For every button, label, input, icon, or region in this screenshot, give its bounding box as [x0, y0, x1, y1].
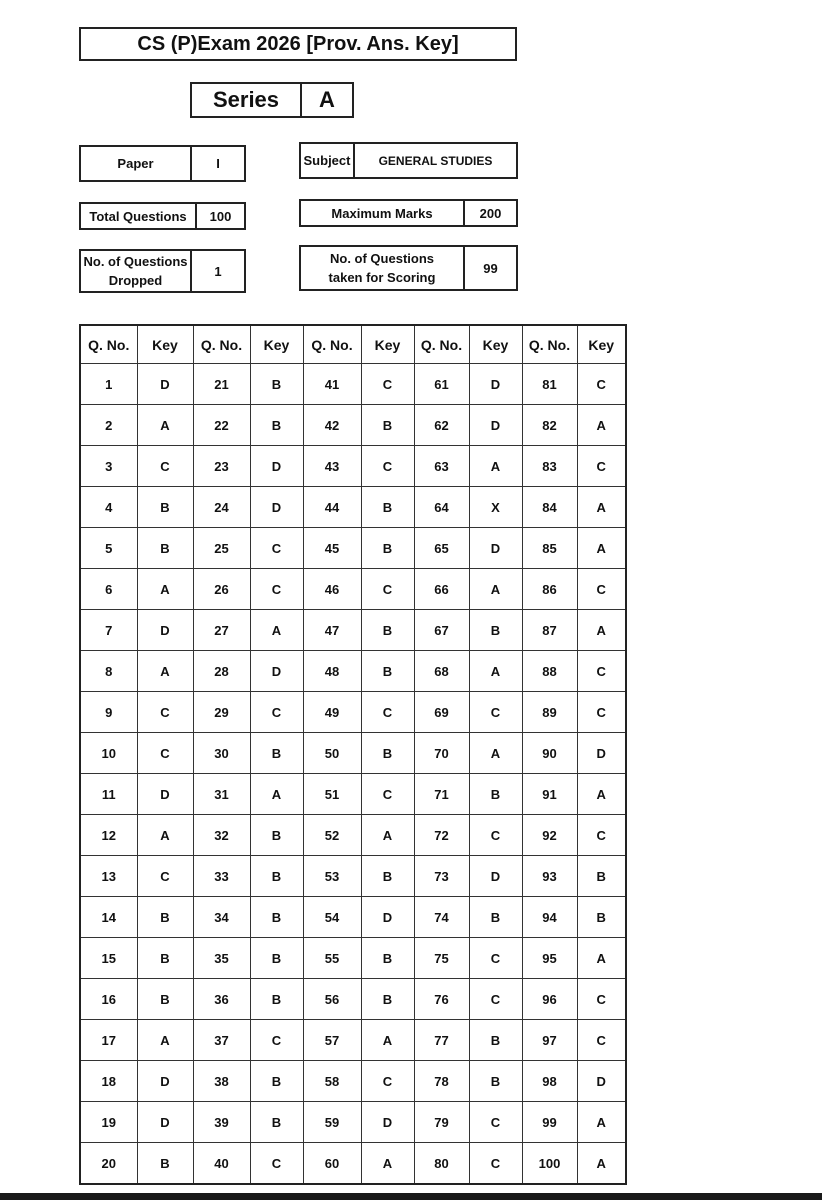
answer-key-cell: C — [137, 446, 193, 487]
question-number-cell: 14 — [80, 897, 137, 938]
question-number-cell: 83 — [522, 446, 577, 487]
answer-key-cell: B — [469, 610, 522, 651]
answer-key-cell: D — [137, 1102, 193, 1143]
question-number-cell: 73 — [414, 856, 469, 897]
table-row — [80, 651, 626, 692]
question-number-cell: 99 — [522, 1102, 577, 1143]
question-number-cell: 67 — [414, 610, 469, 651]
answer-key-cell: B — [137, 938, 193, 979]
question-number-cell: 76 — [414, 979, 469, 1020]
question-number-cell: 7 — [80, 610, 137, 651]
answer-key-cell: B — [361, 487, 414, 528]
answer-key-cell: D — [577, 1061, 626, 1102]
question-number-cell: 2 — [80, 405, 137, 446]
page-bottom-edge — [0, 1193, 822, 1200]
question-number-cell: 31 — [193, 774, 250, 815]
table-row — [80, 938, 626, 979]
answer-key-cell: A — [577, 610, 626, 651]
answer-key-cell: C — [137, 733, 193, 774]
question-number-cell: 68 — [414, 651, 469, 692]
question-number-cell: 80 — [414, 1143, 469, 1185]
question-number-cell: 72 — [414, 815, 469, 856]
series-value: A — [300, 84, 352, 116]
question-number-cell: 77 — [414, 1020, 469, 1061]
question-number-cell: 35 — [193, 938, 250, 979]
maximum-marks-value: 200 — [463, 201, 516, 225]
question-number-cell: 8 — [80, 651, 137, 692]
question-number-cell: 3 — [80, 446, 137, 487]
answer-key-cell: C — [250, 1143, 303, 1185]
questions-scored-label-line1: No. of Questions — [330, 251, 434, 266]
answer-key-cell: D — [137, 774, 193, 815]
answer-key-cell: B — [469, 1020, 522, 1061]
question-number-cell: 42 — [303, 405, 361, 446]
answer-key-cell: B — [577, 897, 626, 938]
answer-key-cell: C — [469, 1143, 522, 1185]
table-row — [80, 774, 626, 815]
questions-dropped-label-line1: No. of Questions — [83, 254, 188, 269]
answer-key-cell: A — [137, 1020, 193, 1061]
question-number-cell: 89 — [522, 692, 577, 733]
question-number-cell: 79 — [414, 1102, 469, 1143]
question-number-cell: 38 — [193, 1061, 250, 1102]
questions-scored-label — [301, 247, 463, 289]
answer-key-cell: B — [137, 897, 193, 938]
maximum-marks-label: Maximum Marks — [331, 205, 433, 221]
question-number-cell: 82 — [522, 405, 577, 446]
answer-key-cell: D — [250, 446, 303, 487]
question-number-cell: 92 — [522, 815, 577, 856]
question-number-cell: 32 — [193, 815, 250, 856]
answer-key-cell: D — [361, 1102, 414, 1143]
question-number-cell: 46 — [303, 569, 361, 610]
subject-value: GENERAL STUDIES — [353, 144, 516, 177]
question-number-cell: 43 — [303, 446, 361, 487]
question-number-cell: 27 — [193, 610, 250, 651]
answer-key-cell: D — [469, 856, 522, 897]
question-number-cell: 11 — [80, 774, 137, 815]
paper-box — [79, 145, 246, 182]
question-number-cell: 91 — [522, 774, 577, 815]
total-questions-value: 100 — [195, 204, 244, 228]
answer-key-cell: D — [469, 364, 522, 405]
table-row — [80, 610, 626, 651]
question-number-cell: 10 — [80, 733, 137, 774]
answer-key-cell: D — [577, 733, 626, 774]
question-number-cell: 84 — [522, 487, 577, 528]
answer-key-cell: A — [137, 405, 193, 446]
question-number-cell: 85 — [522, 528, 577, 569]
question-number-cell: 62 — [414, 405, 469, 446]
table-row — [80, 733, 626, 774]
question-number-cell: 69 — [414, 692, 469, 733]
page-title: CS (P)Exam 2026 [Prov. Ans. Key] — [79, 27, 517, 61]
answer-key-cell: C — [469, 1102, 522, 1143]
answer-key-cell: A — [361, 815, 414, 856]
answer-key-cell: B — [361, 733, 414, 774]
answer-key-cell: B — [250, 815, 303, 856]
question-number-cell: 93 — [522, 856, 577, 897]
answer-key-cell: C — [137, 856, 193, 897]
question-number-cell: 81 — [522, 364, 577, 405]
answer-key-cell: B — [250, 897, 303, 938]
answer-key-cell: D — [361, 897, 414, 938]
answer-key-cell: D — [137, 1061, 193, 1102]
question-number-cell: 98 — [522, 1061, 577, 1102]
question-number-cell: 4 — [80, 487, 137, 528]
answer-key-cell: C — [469, 979, 522, 1020]
header-qno: Q. No. — [303, 325, 361, 364]
answer-key-cell: C — [469, 692, 522, 733]
series-box — [190, 82, 354, 118]
answer-key-cell: B — [250, 405, 303, 446]
answer-key-cell: C — [469, 815, 522, 856]
header-qno: Q. No. — [193, 325, 250, 364]
answer-key-cell: A — [137, 651, 193, 692]
question-number-cell: 28 — [193, 651, 250, 692]
table-row — [80, 405, 626, 446]
answer-key-cell: B — [250, 733, 303, 774]
answer-key-cell: B — [250, 1102, 303, 1143]
question-number-cell: 94 — [522, 897, 577, 938]
question-number-cell: 40 — [193, 1143, 250, 1185]
question-number-cell: 48 — [303, 651, 361, 692]
answer-key-cell: D — [250, 651, 303, 692]
answer-key-cell: B — [361, 938, 414, 979]
answer-key-cell: B — [469, 774, 522, 815]
answer-key-cell: C — [577, 815, 626, 856]
answer-key-cell: A — [577, 774, 626, 815]
answer-key-cell: C — [250, 569, 303, 610]
answer-key-cell: C — [250, 528, 303, 569]
table-row — [80, 1020, 626, 1061]
question-number-cell: 22 — [193, 405, 250, 446]
question-number-cell: 50 — [303, 733, 361, 774]
question-number-cell: 95 — [522, 938, 577, 979]
answer-key-cell: A — [469, 446, 522, 487]
header-key: Key — [137, 325, 193, 364]
answer-key-cell: B — [361, 979, 414, 1020]
paper-value: I — [190, 147, 244, 180]
question-number-cell: 51 — [303, 774, 361, 815]
answer-key-cell: C — [577, 979, 626, 1020]
answer-key-cell: B — [250, 1061, 303, 1102]
question-number-cell: 58 — [303, 1061, 361, 1102]
question-number-cell: 20 — [80, 1143, 137, 1185]
answer-key-cell: C — [361, 774, 414, 815]
table-row — [80, 446, 626, 487]
question-number-cell: 71 — [414, 774, 469, 815]
question-number-cell: 21 — [193, 364, 250, 405]
answer-key-cell: A — [250, 774, 303, 815]
answer-key-cell: B — [469, 897, 522, 938]
question-number-cell: 60 — [303, 1143, 361, 1185]
answer-key-cell: C — [361, 569, 414, 610]
question-number-cell: 74 — [414, 897, 469, 938]
answer-key-cell: A — [577, 487, 626, 528]
table-row — [80, 528, 626, 569]
question-number-cell: 88 — [522, 651, 577, 692]
table-row — [80, 1143, 626, 1185]
answer-key-cell: C — [361, 364, 414, 405]
table-row — [80, 897, 626, 938]
question-number-cell: 37 — [193, 1020, 250, 1061]
question-number-cell: 96 — [522, 979, 577, 1020]
questions-dropped-box — [79, 249, 246, 293]
header-qno: Q. No. — [414, 325, 469, 364]
table-row — [80, 1102, 626, 1143]
question-number-cell: 41 — [303, 364, 361, 405]
answer-key-cell: B — [137, 487, 193, 528]
question-number-cell: 59 — [303, 1102, 361, 1143]
answer-key-cell: D — [250, 487, 303, 528]
answer-key-cell: D — [137, 610, 193, 651]
question-number-cell: 49 — [303, 692, 361, 733]
question-number-cell: 86 — [522, 569, 577, 610]
question-number-cell: 78 — [414, 1061, 469, 1102]
maximum-marks-box — [299, 199, 518, 227]
total-questions-label: Total Questions — [89, 208, 187, 224]
header-key: Key — [361, 325, 414, 364]
table-row — [80, 364, 626, 405]
table-row — [80, 692, 626, 733]
answer-key-cell: B — [137, 1143, 193, 1185]
question-number-cell: 33 — [193, 856, 250, 897]
answer-key-cell: B — [137, 528, 193, 569]
answer-key-body — [80, 364, 626, 1185]
table-row — [80, 815, 626, 856]
questions-scored-value: 99 — [463, 247, 516, 289]
total-questions-box — [79, 202, 246, 230]
question-number-cell: 15 — [80, 938, 137, 979]
answer-key-cell: B — [361, 651, 414, 692]
questions-dropped-label-line2: Dropped — [108, 273, 163, 288]
question-number-cell: 26 — [193, 569, 250, 610]
questions-dropped-label — [81, 251, 190, 291]
questions-scored-box — [299, 245, 518, 291]
question-number-cell: 24 — [193, 487, 250, 528]
answer-key-cell: A — [577, 528, 626, 569]
question-number-cell: 1 — [80, 364, 137, 405]
question-number-cell: 65 — [414, 528, 469, 569]
answer-key-cell: A — [361, 1143, 414, 1185]
answer-key-cell: C — [577, 446, 626, 487]
answer-key-cell: B — [361, 405, 414, 446]
answer-key-cell: C — [577, 651, 626, 692]
question-number-cell: 64 — [414, 487, 469, 528]
answer-key-cell: A — [469, 651, 522, 692]
question-number-cell: 45 — [303, 528, 361, 569]
header-row — [80, 325, 626, 364]
question-number-cell: 23 — [193, 446, 250, 487]
questions-dropped-value: 1 — [190, 251, 244, 291]
answer-key-cell: D — [137, 364, 193, 405]
answer-key-cell: C — [361, 692, 414, 733]
question-number-cell: 16 — [80, 979, 137, 1020]
paper-label: Paper — [117, 156, 154, 171]
answer-key-cell: A — [469, 569, 522, 610]
series-label: Series — [212, 87, 280, 112]
question-number-cell: 29 — [193, 692, 250, 733]
question-number-cell: 30 — [193, 733, 250, 774]
answer-key-cell: C — [577, 569, 626, 610]
answer-key-cell: C — [361, 446, 414, 487]
answer-key-cell: C — [137, 692, 193, 733]
question-number-cell: 18 — [80, 1061, 137, 1102]
question-number-cell: 17 — [80, 1020, 137, 1061]
answer-key-cell: C — [250, 1020, 303, 1061]
question-number-cell: 90 — [522, 733, 577, 774]
question-number-cell: 100 — [522, 1143, 577, 1185]
answer-key-cell: D — [469, 405, 522, 446]
question-number-cell: 9 — [80, 692, 137, 733]
question-number-cell: 54 — [303, 897, 361, 938]
answer-key-cell: C — [577, 364, 626, 405]
table-row — [80, 569, 626, 610]
question-number-cell: 63 — [414, 446, 469, 487]
question-number-cell: 36 — [193, 979, 250, 1020]
answer-key-cell: B — [250, 979, 303, 1020]
answer-key-cell: D — [469, 528, 522, 569]
answer-key-cell: B — [250, 856, 303, 897]
question-number-cell: 87 — [522, 610, 577, 651]
question-number-cell: 12 — [80, 815, 137, 856]
question-number-cell: 61 — [414, 364, 469, 405]
answer-key-cell: B — [361, 528, 414, 569]
answer-key-table — [79, 324, 627, 1185]
question-number-cell: 53 — [303, 856, 361, 897]
answer-key-cell: B — [577, 856, 626, 897]
questions-scored-label-line2: taken for Scoring — [328, 270, 436, 285]
subject-label: Subject — [303, 153, 351, 168]
answer-key-cell: B — [469, 1061, 522, 1102]
answer-key-cell: A — [137, 569, 193, 610]
answer-key-cell: C — [361, 1061, 414, 1102]
question-number-cell: 97 — [522, 1020, 577, 1061]
answer-key-cell: A — [137, 815, 193, 856]
header-key: Key — [577, 325, 626, 364]
question-number-cell: 70 — [414, 733, 469, 774]
table-row — [80, 856, 626, 897]
answer-key-cell: A — [577, 405, 626, 446]
answer-key-cell: C — [469, 938, 522, 979]
header-key: Key — [250, 325, 303, 364]
header-qno: Q. No. — [80, 325, 137, 364]
question-number-cell: 52 — [303, 815, 361, 856]
question-number-cell: 75 — [414, 938, 469, 979]
question-number-cell: 57 — [303, 1020, 361, 1061]
question-number-cell: 55 — [303, 938, 361, 979]
question-number-cell: 39 — [193, 1102, 250, 1143]
question-number-cell: 34 — [193, 897, 250, 938]
question-number-cell: 13 — [80, 856, 137, 897]
table-row — [80, 487, 626, 528]
answer-key-cell: A — [577, 1102, 626, 1143]
question-number-cell: 56 — [303, 979, 361, 1020]
answer-key-cell: A — [577, 938, 626, 979]
question-number-cell: 5 — [80, 528, 137, 569]
subject-box — [299, 142, 518, 179]
answer-key-cell: A — [250, 610, 303, 651]
question-number-cell: 19 — [80, 1102, 137, 1143]
answer-key-cell: B — [361, 610, 414, 651]
question-number-cell: 25 — [193, 528, 250, 569]
answer-key-cell: B — [250, 938, 303, 979]
answer-key-cell: B — [250, 364, 303, 405]
answer-key-cell: C — [577, 692, 626, 733]
question-number-cell: 6 — [80, 569, 137, 610]
question-number-cell: 44 — [303, 487, 361, 528]
table-row — [80, 979, 626, 1020]
answer-key-cell: A — [577, 1143, 626, 1185]
answer-key-cell: B — [137, 979, 193, 1020]
question-number-cell: 47 — [303, 610, 361, 651]
question-number-cell: 66 — [414, 569, 469, 610]
answer-key-cell: A — [361, 1020, 414, 1061]
answer-key-cell: A — [469, 733, 522, 774]
table-row — [80, 1061, 626, 1102]
header-key: Key — [469, 325, 522, 364]
answer-key-cell: B — [361, 856, 414, 897]
answer-key-cell: X — [469, 487, 522, 528]
answer-key-cell: C — [250, 692, 303, 733]
answer-key-cell: C — [577, 1020, 626, 1061]
header-qno: Q. No. — [522, 325, 577, 364]
